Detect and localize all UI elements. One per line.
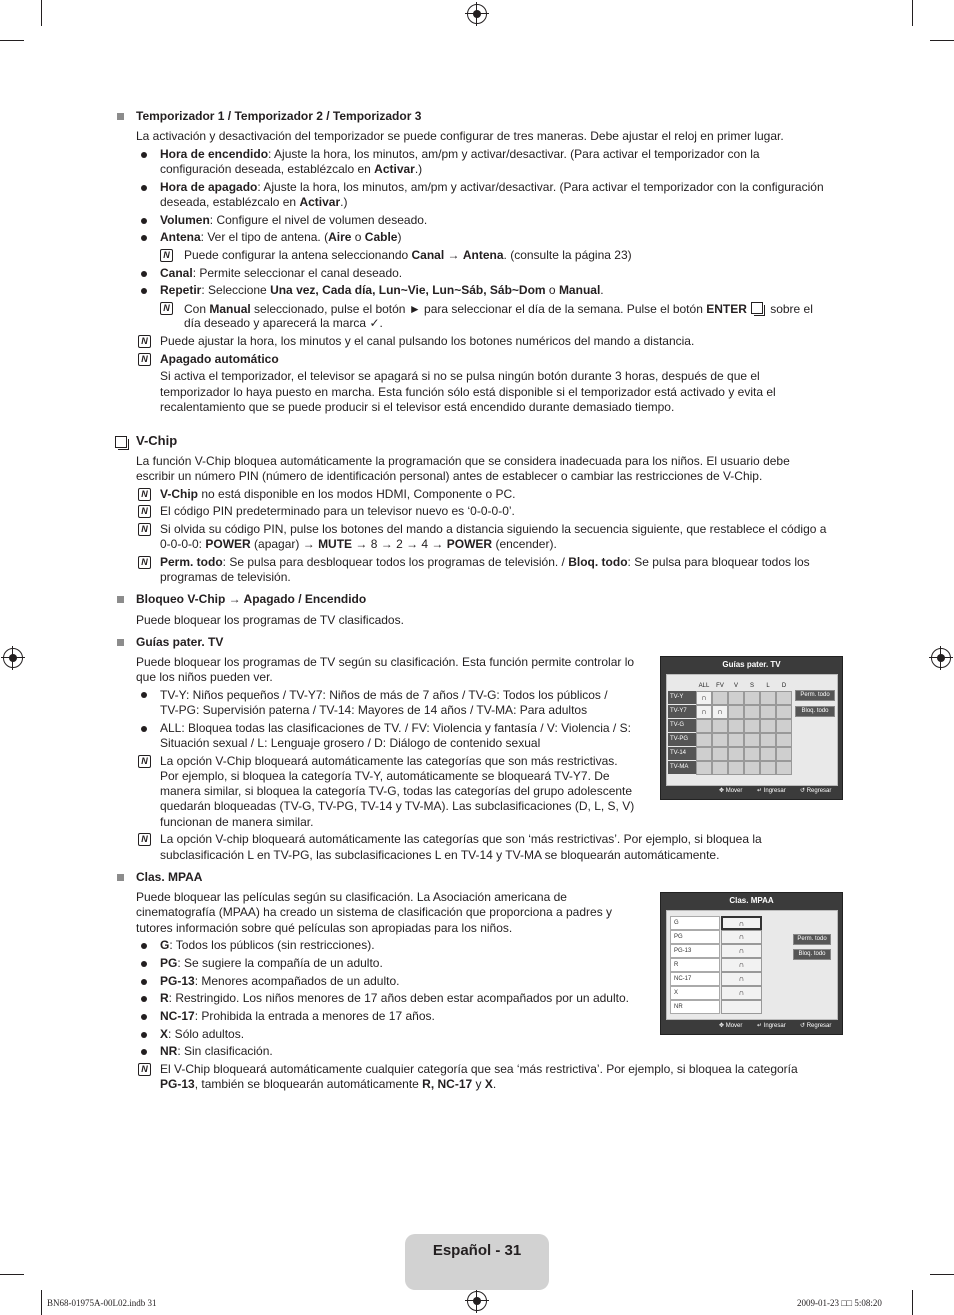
rating-cell[interactable] xyxy=(760,705,776,719)
mpaa-item xyxy=(160,1009,435,1024)
bullet-icon xyxy=(141,996,147,1002)
timer-note-antenna: Puede configurar la antena seleccionando Canal → Antena. (consulte la página 23) xyxy=(184,248,632,262)
bullet-icon xyxy=(141,1049,147,1055)
mpaa-row-label: R xyxy=(670,958,720,972)
bullet-icon xyxy=(141,961,147,967)
mpaa-item xyxy=(160,991,629,1006)
mpaa-lock-cell[interactable] xyxy=(721,916,762,930)
rating-cell[interactable] xyxy=(728,761,744,775)
bullet-icon xyxy=(141,692,147,698)
move-icon: ✥ xyxy=(719,788,725,794)
note-icon: N xyxy=(138,833,151,846)
note-icon: N xyxy=(138,556,151,569)
bullet-icon xyxy=(141,979,147,985)
unlock-icon: ∩ xyxy=(701,707,707,716)
section-checkbox-icon xyxy=(115,436,127,448)
mpaa-desc: : Prohibida la entrada a menores de 17 años. xyxy=(194,1009,435,1023)
unlock-icon: ∩ xyxy=(738,919,745,928)
timer-note-manual: Con Manual seleccionado, pulse el botón ► para seleccionar el día de la semana. Pulse el botón ENTER sobre el xyxy=(184,302,813,316)
mpaa-item xyxy=(160,938,375,953)
auto-off-heading: Apagado automático xyxy=(160,352,279,366)
note-icon: N xyxy=(138,523,151,536)
mpaa-lock-cell[interactable] xyxy=(721,958,762,972)
mpaa-lock-cell[interactable] xyxy=(721,972,762,986)
timer-heading: Temporizador 1 / Temporizador 2 / Temporizador 3 xyxy=(136,109,422,123)
grid-column-header: S xyxy=(749,683,754,689)
move-icon: ✥ xyxy=(719,1023,725,1029)
rating-cell[interactable] xyxy=(776,691,792,705)
rating-cell[interactable] xyxy=(728,747,744,761)
rating-cell[interactable] xyxy=(776,719,792,733)
rating-cell[interactable] xyxy=(696,733,712,747)
rating-cell[interactable] xyxy=(776,705,792,719)
mpaa-term: NC-17 xyxy=(160,1009,195,1023)
grid-column-header: D xyxy=(781,683,787,689)
timer-intro: La activación y desactivación del temporizador se puede configurar de tres maneras. Debe ajustar el reloj en primer lugar. xyxy=(136,129,784,143)
timer-item-on: Hora de encendido: Ajuste la hora, los minutos, am/pm y activar/desactivar. (Para activar el temporizador con la xyxy=(160,147,760,161)
mpaa-item xyxy=(160,974,400,989)
rating-cell[interactable] xyxy=(696,705,712,719)
mpaa-row-label: PG-13 xyxy=(670,944,720,958)
panel-title: Clas. MPAA xyxy=(729,896,774,905)
grid-row-label: TV-Y xyxy=(668,691,696,704)
bullet-icon xyxy=(141,726,147,732)
square-bullet-icon xyxy=(117,874,124,881)
bullet-icon xyxy=(141,943,147,949)
page-number: Español - 31 xyxy=(432,1242,522,1259)
bullet-icon xyxy=(141,1032,147,1038)
timer-item-antenna: Antena: Ver el tipo de antena. (Aire o Cable) xyxy=(160,230,402,244)
enter-icon: ↵ xyxy=(757,788,763,794)
bullet-icon xyxy=(141,288,147,294)
mpaa-lock-cell[interactable] xyxy=(721,944,762,958)
rating-cell[interactable] xyxy=(696,747,712,761)
rating-cell[interactable] xyxy=(728,691,744,705)
note-icon: N xyxy=(160,302,173,315)
file-label: BN68-01975A-00L02.indb 31 xyxy=(47,1298,157,1308)
unlock-icon: ∩ xyxy=(738,960,745,969)
square-bullet-icon xyxy=(117,113,124,120)
mpaa-row-label: NC-17 xyxy=(670,972,720,986)
vchip-heading: V-Chip xyxy=(136,433,178,448)
mpaa-row-label: X xyxy=(670,986,720,1000)
square-bullet-icon xyxy=(117,639,124,646)
rating-cell[interactable] xyxy=(744,719,760,733)
rating-cell[interactable] xyxy=(728,719,744,733)
timer-item-volume: Volumen: Configure el nivel de volumen deseado. xyxy=(160,213,428,227)
unlock-icon: ∩ xyxy=(717,707,723,716)
mpaa-desc: : Sin clasificación. xyxy=(177,1044,273,1058)
rating-cell[interactable] xyxy=(728,733,744,747)
mpaa-desc: : Restringido. Los niños menores de 17 años deben estar acompañados por un adulto. xyxy=(168,991,629,1005)
mpaa-desc: : Sólo adultos. xyxy=(168,1027,245,1041)
rating-cell[interactable] xyxy=(776,747,792,761)
mpaa-term: R xyxy=(160,991,169,1005)
rating-cell[interactable] xyxy=(696,761,712,775)
mpaa-lock-cell[interactable] xyxy=(721,1000,762,1014)
rating-cell[interactable] xyxy=(744,733,760,747)
rating-cell[interactable] xyxy=(696,719,712,733)
rating-cell[interactable] xyxy=(728,705,744,719)
grid-row-label: TV-14 xyxy=(668,747,696,760)
grid-row-label: TV-G xyxy=(668,719,696,732)
bloq-todo-button[interactable]: Bloq. todo xyxy=(795,706,835,717)
rating-cell[interactable] xyxy=(696,691,712,705)
bullet-icon xyxy=(141,1014,147,1020)
mpaa-desc: : Se sugiere la compañía de un adulto. xyxy=(177,956,383,970)
registration-mark-left xyxy=(3,648,23,668)
rating-cell[interactable] xyxy=(776,733,792,747)
note-icon: N xyxy=(138,335,151,348)
bullet-icon xyxy=(141,185,147,191)
rating-cell[interactable] xyxy=(760,761,776,775)
timer-note-numeric: Puede ajustar la hora, los minutos y el canal pulsando los botones numéricos del mando a distancia. xyxy=(160,334,695,348)
mpaa-term: NR xyxy=(160,1044,178,1058)
perm-todo-button[interactable]: Perm. todo xyxy=(795,690,835,701)
mpaa-desc: : Menores acompañados de un adulto. xyxy=(194,974,400,988)
return-icon: ↺ xyxy=(800,788,806,794)
rating-cell[interactable] xyxy=(712,705,728,719)
registration-mark-right xyxy=(931,648,951,668)
tv-guide-panel: Guías pater. TV ALL FV V S L D TV-Y ∩ TV-Y7 ∩ ∩ TV-G TV-PG TV-14 TV-MA Perm. todo Bloq. todo ✥ Mover ↵ Ingresar ↺ Regresar xyxy=(660,656,843,800)
registration-mark-bottom xyxy=(467,1291,487,1311)
timer-item-off: Hora de apagado: Ajuste la hora, los minutos, am/pm y activar/desactivar. (Para activar el temporizador con la configuración xyxy=(160,180,824,194)
mpaa-row-label: PG xyxy=(670,930,720,944)
rating-cell[interactable] xyxy=(776,761,792,775)
rating-cell[interactable] xyxy=(760,719,776,733)
rating-cell[interactable] xyxy=(744,691,760,705)
mpaa-term: PG xyxy=(160,956,178,970)
grid-column-header: FV xyxy=(716,683,724,689)
mpaa-desc: : Todos los públicos (sin restricciones). xyxy=(169,938,375,952)
unlock-icon: ∩ xyxy=(738,946,745,955)
mpaa-lock-cell[interactable] xyxy=(721,986,762,1000)
rating-cell[interactable] xyxy=(760,733,776,747)
mpaa-item xyxy=(160,1027,244,1042)
grid-row-label: TV-PG xyxy=(668,733,696,746)
rating-cell[interactable] xyxy=(744,747,760,761)
note-icon: N xyxy=(138,755,151,768)
timer-item-repeat: Repetir: Seleccione Una vez, Cada día, Lun~Vie, Lun~Sáb, Sáb~Dom o Manual. xyxy=(160,283,604,297)
bloq-todo-button[interactable]: Bloq. todo xyxy=(793,949,831,960)
mpaa-term: PG-13 xyxy=(160,974,195,988)
unlock-icon: ∩ xyxy=(701,693,707,702)
grid-column-header: V xyxy=(733,683,738,689)
unlock-icon: ∩ xyxy=(738,974,745,983)
enter-icon xyxy=(751,302,763,314)
grid-row-label: TV-MA xyxy=(668,761,696,774)
rating-cell[interactable] xyxy=(760,747,776,761)
square-bullet-icon xyxy=(117,596,124,603)
unlock-icon: ∩ xyxy=(738,932,745,941)
rating-cell[interactable] xyxy=(760,691,776,705)
return-icon: ↺ xyxy=(800,1023,806,1029)
mpaa-panel: Clas. MPAA G ∩ PG ∩ PG-13 ∩ R ∩ NC-17 ∩ X ∩ NR Perm. todo Bloq. todo ✥ Mover ↵ Ingresar ↺ Regresar xyxy=(660,892,843,1035)
bullet-icon xyxy=(141,218,147,224)
mpaa-row-label: G xyxy=(670,916,720,930)
checkmark-icon: ✓ xyxy=(369,316,380,330)
bullet-icon xyxy=(141,152,147,158)
rating-cell[interactable] xyxy=(712,761,728,775)
note-icon: N xyxy=(138,353,151,366)
rating-cell[interactable] xyxy=(712,747,728,761)
unlock-icon: ∩ xyxy=(738,988,745,997)
rating-cell[interactable] xyxy=(744,705,760,719)
rating-cell[interactable] xyxy=(712,733,728,747)
grid-column-header: ALL xyxy=(698,683,710,689)
bullet-icon xyxy=(141,235,147,241)
bullet-icon xyxy=(141,271,147,277)
panel-title: Guías pater. TV xyxy=(722,660,781,669)
registration-mark-top xyxy=(467,4,487,24)
rating-cell[interactable] xyxy=(712,691,728,705)
timer-item-channel: Canal: Permite seleccionar el canal deseado. xyxy=(160,266,403,280)
note-icon: N xyxy=(138,488,151,501)
enter-icon: ↵ xyxy=(757,1023,763,1029)
date-label: 2009-01-23 □□ 5:08:20 xyxy=(797,1298,882,1308)
mpaa-item xyxy=(160,956,383,971)
rating-cell[interactable] xyxy=(712,719,728,733)
mpaa-lock-cell[interactable] xyxy=(721,930,762,944)
mpaa-term: X xyxy=(160,1027,169,1041)
grid-column-header: L xyxy=(766,683,770,689)
mpaa-item xyxy=(160,1044,273,1059)
note-icon: N xyxy=(160,249,173,262)
mpaa-term: G xyxy=(160,938,170,952)
perm-todo-button[interactable]: Perm. todo xyxy=(793,934,831,945)
rating-cell[interactable] xyxy=(744,761,760,775)
note-icon: N xyxy=(138,505,151,518)
note-icon: N xyxy=(138,1063,151,1076)
grid-row-label: TV-Y7 xyxy=(668,705,696,718)
mpaa-row-label: NR xyxy=(670,1000,720,1014)
